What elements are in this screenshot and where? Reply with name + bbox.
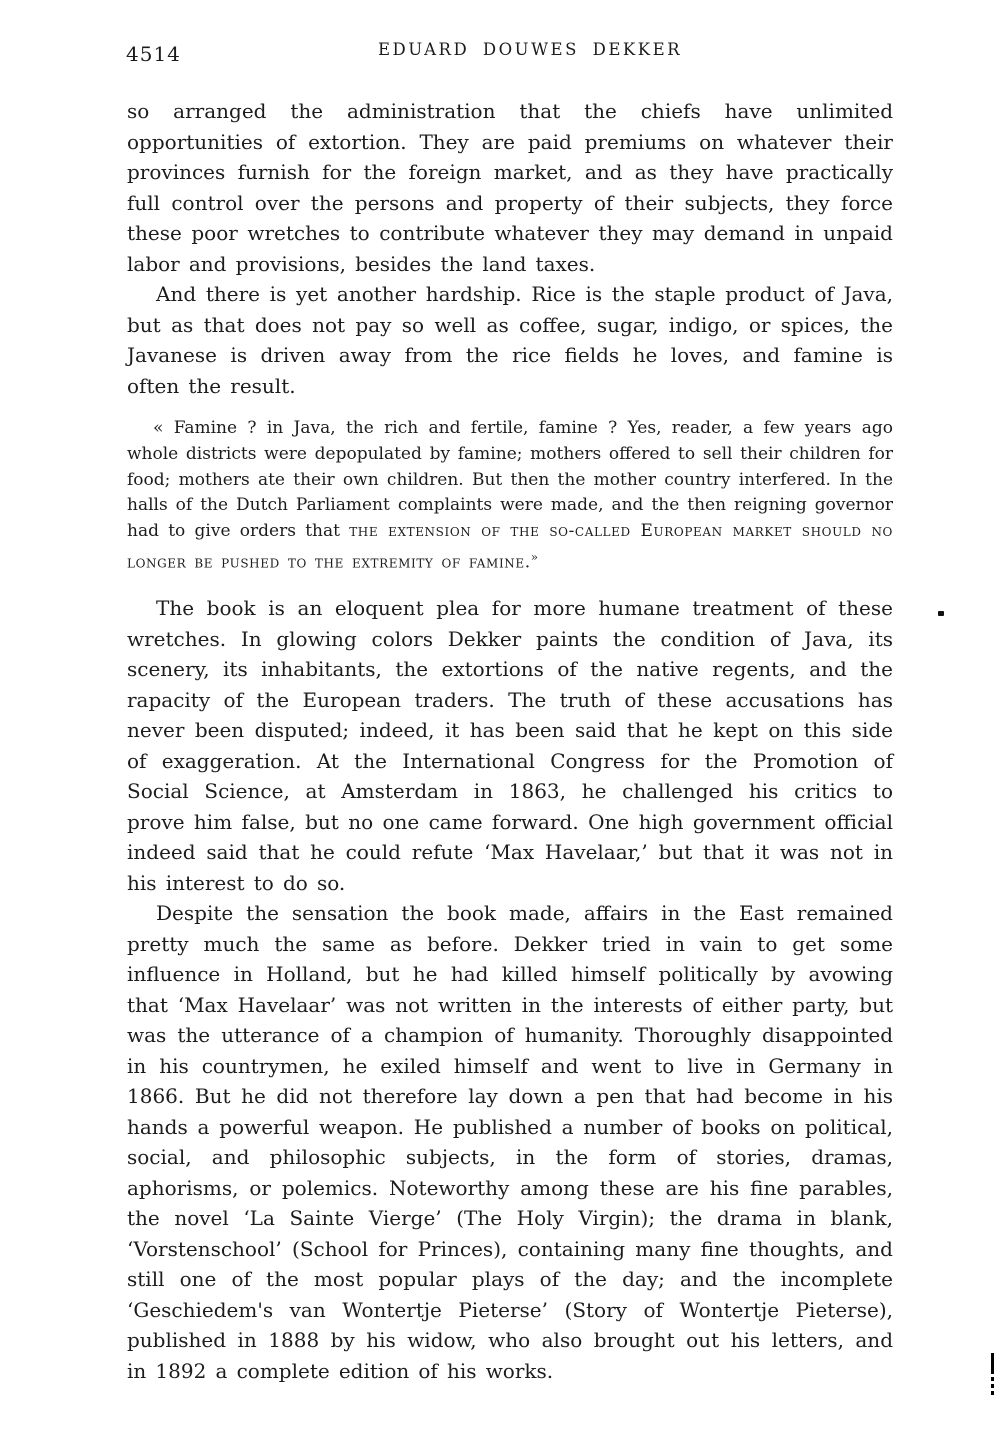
paragraph: Despite the sensation the book made, affairs in the East remained pretty much the same as before. Dekker tried in vain to get some influence in Holland, but he had killed himself politically by avowing that ‘Max Havelaar’ was not written in the interests of either party, but was the utterance of a champion of humanity. Thoroughly disappointed in his countrymen, he exiled himself and went to live in Germany in 1866. But he did not therefore lay down a pen that had become in his hands a powerful weapon. He published a number of books on political, social, and philosophic subjects, in the form of stories, dramas, aphorisms, or polemics. Noteworthy among these are his fine parables, the novel ‘La Sainte Vierge’ (The Holy Virgin); the drama in blank, ‘Vorstenschool’ (School for Princes), containing many fine thoughts, and still one of the most popular plays of the day; and the incomplete ‘Geschiedem's van Wontertje Pieterse’ (Story of Wontertje Pieterse), published in 1888 by his widow, who also brought out his letters, and in 1892 a complete edition of his works. <box>127 901 893 1383</box>
text-block <box>127 96 893 1386</box>
quote-close-mark: » <box>530 549 539 564</box>
quote-open-mark: « Famine ? <box>153 418 267 438</box>
page-number: 4514 <box>126 42 181 66</box>
scan-artifact-dash <box>991 1384 994 1388</box>
scan-artifact-solid-segment <box>991 1353 994 1374</box>
paragraph: The book is an eloquent plea for more humane treatment of these wretches. In glowing colors Dekker paints the condition of Java, its scenery, its inhabitants, the extortions of the native regents, and the rapacity of the European traders. The truth of these accusations has never been disputed; indeed, it has been said that he kept on this side of exaggeration. At the International Congress for the Promotion of Social Science, at Amsterdam in 1863, he challenged his critics to prove him false, but no one came forward. One high government official indeed said that he could refute ‘Max Havelaar,’ but that it was not in his interest to do so. <box>127 596 893 895</box>
running-title: EDUARD DOUWES DEKKER <box>377 40 683 59</box>
quote-smallcaps-text: the extension of the so-called European market should no longer be pushed to the extremity of famine. <box>127 521 893 573</box>
paragraph-continuation: so arranged the administration that the chiefs have unlimited opportunities of extortion. They are paid premiums on whatever their provinces furnish for the foreign market, and as they have practically full control over the persons and property of their subjects, they force these poor wretches to contribute whatever they may demand in unpaid labor and provisions, besides the land taxes. <box>127 99 893 276</box>
block-quote <box>127 416 893 576</box>
scan-artifact-dash <box>991 1377 994 1381</box>
paragraph: And there is yet another hardship. Rice is the staple product of Java, but as that does not pay so well as coffee, sugar, indigo, or spices, the Javanese is driven away from the rice fields he loves, and famine is often the result. <box>127 282 893 398</box>
scan-artifact-line <box>991 1353 994 1395</box>
ink-speck <box>938 611 944 616</box>
scan-artifact-dash <box>991 1391 994 1395</box>
page-header <box>0 0 1000 70</box>
quote-text: in Java, the rich and fertile, famine ? Yes, reader, a few years ago whole districts were depopulated by famine; mothers offered to sell their children for food; mothers ate their own children. But then the mother country interfered. In the halls of the Dutch Parliament complaints were made, and the then reigning governor had to give orders that <box>127 418 893 542</box>
